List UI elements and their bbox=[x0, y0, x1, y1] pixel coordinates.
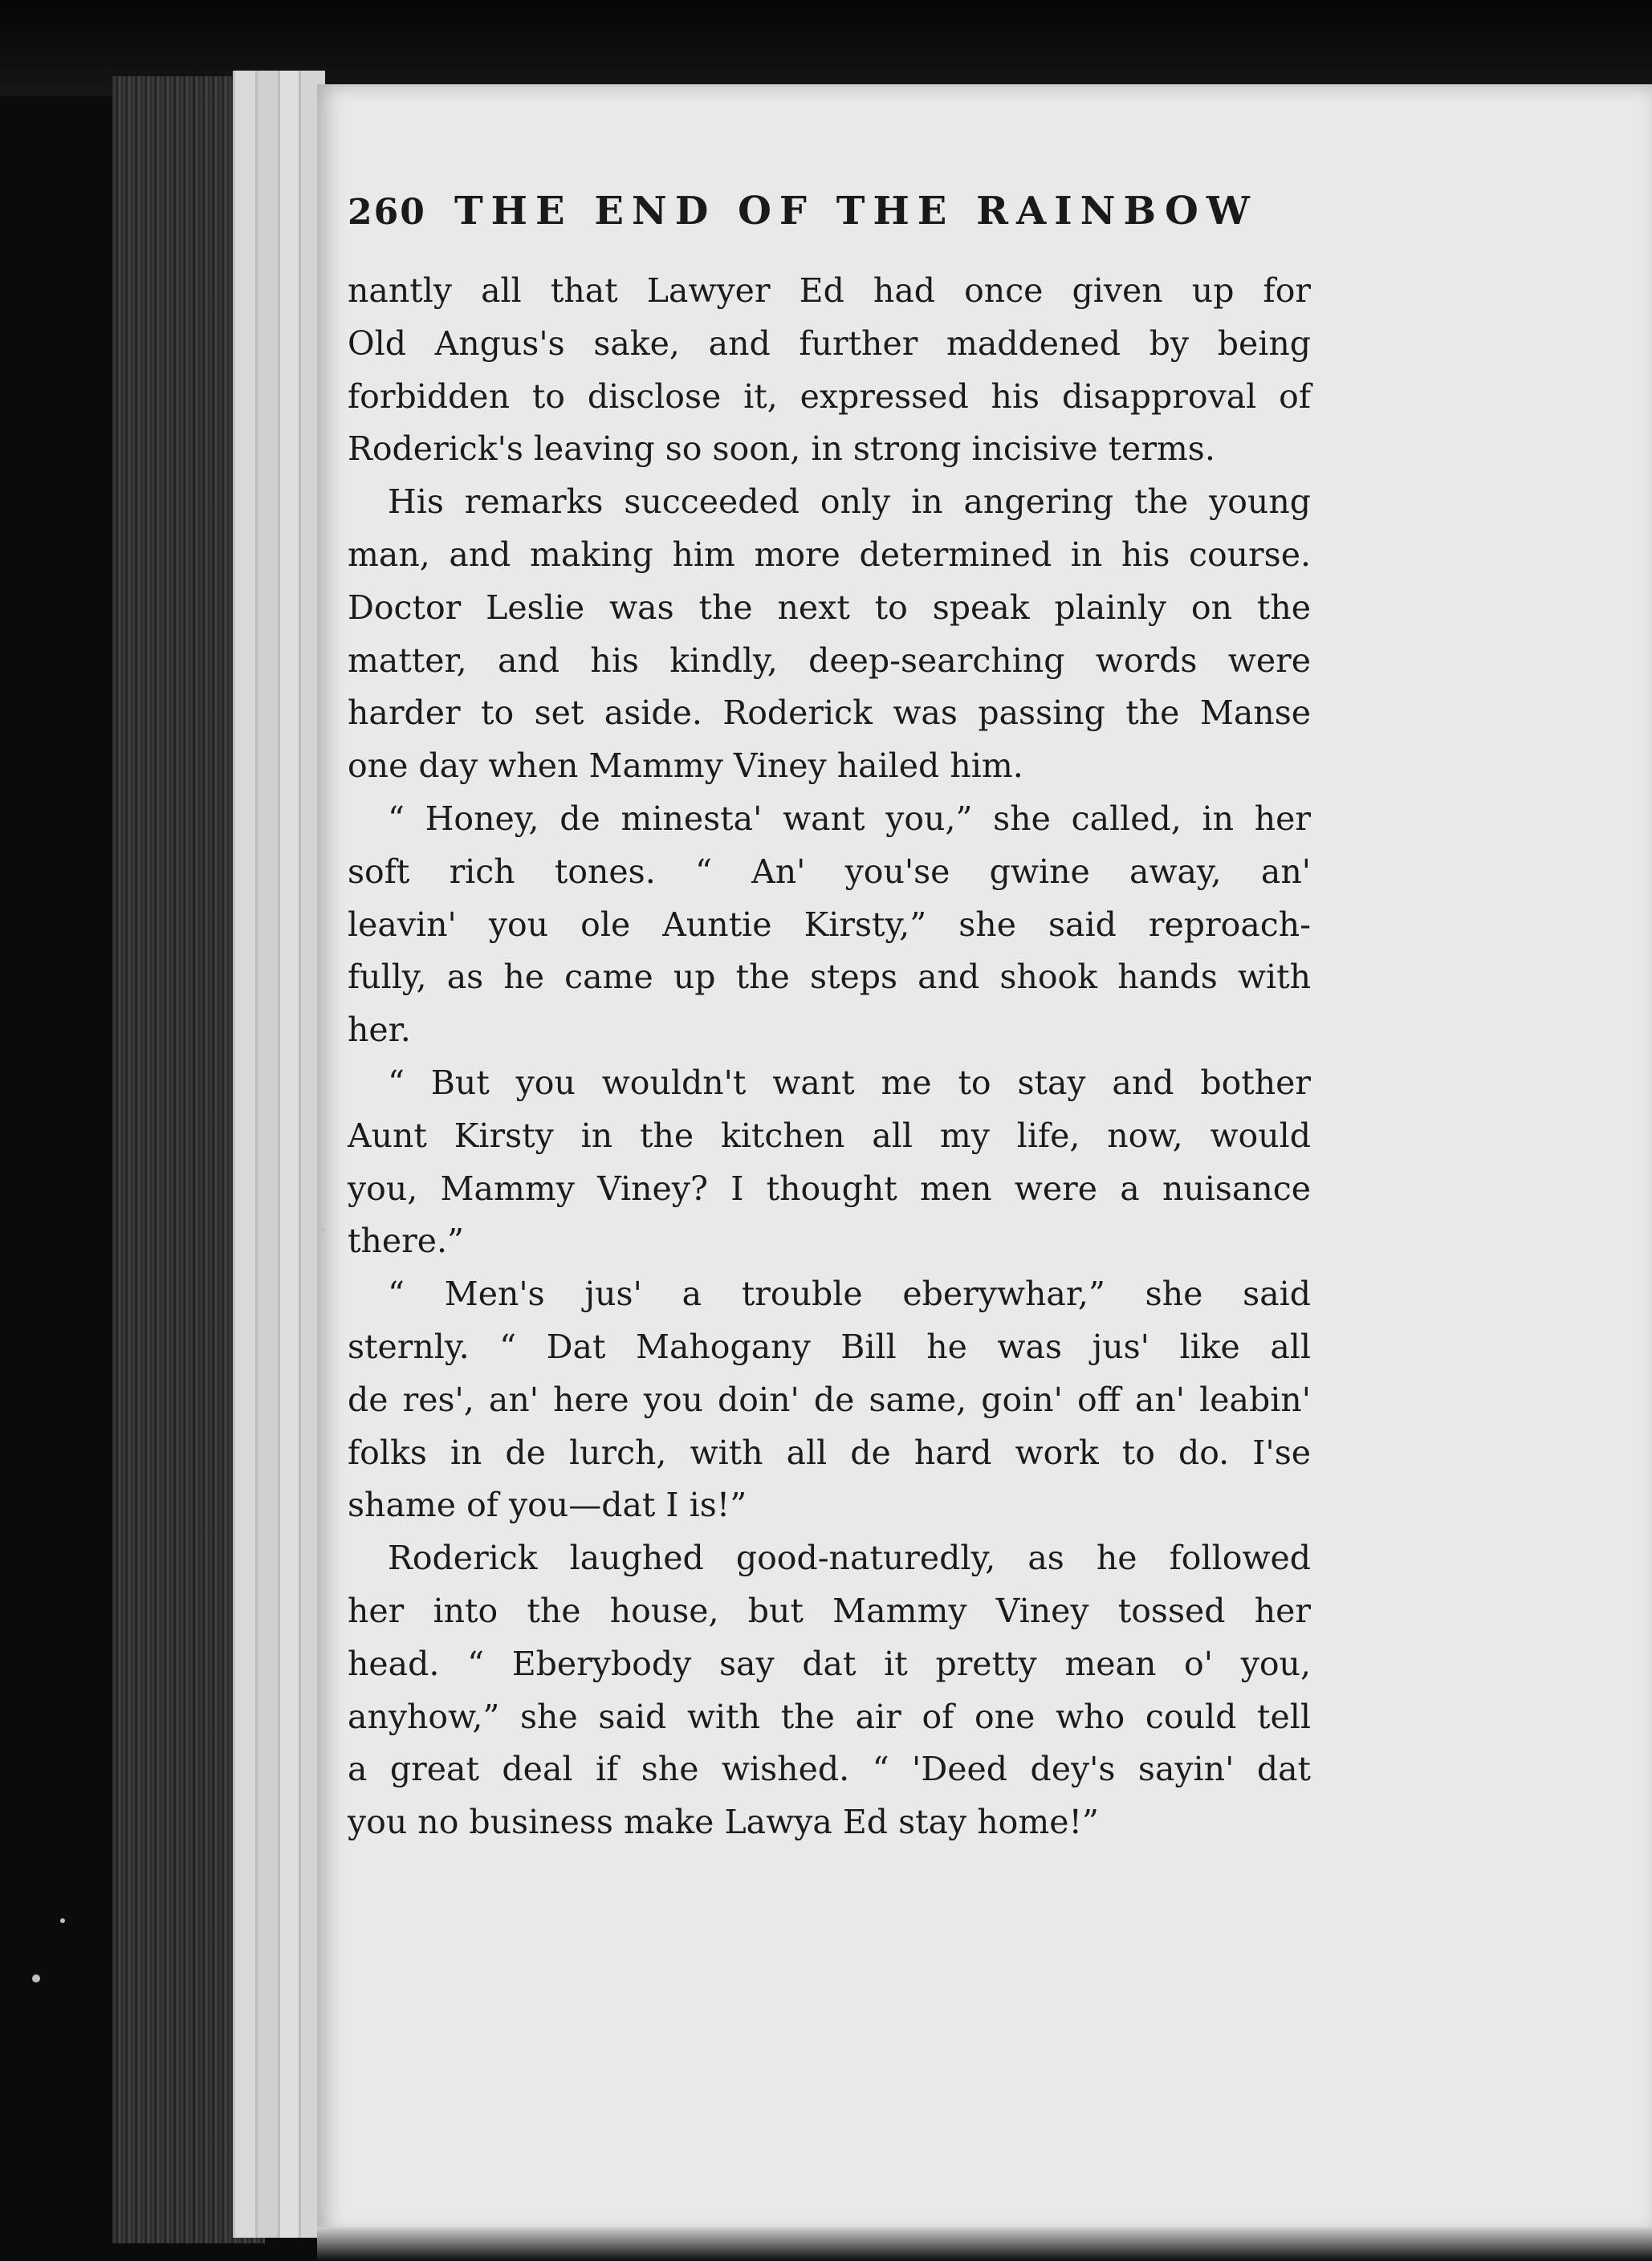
scan-speck bbox=[60, 1918, 65, 1923]
text-line: nantly all that Lawyer Ed had once given up for bbox=[348, 271, 1311, 310]
scan-speck bbox=[321, 1228, 325, 1232]
page-bottom-edge bbox=[317, 2227, 1652, 2261]
text-line: shame of you—dat I is!” bbox=[348, 1486, 747, 1525]
text-line: “ Men's jus' a trouble eberywhar,” she said bbox=[388, 1275, 1311, 1314]
text-line: her into the house, but Mammy Viney tossed her bbox=[348, 1591, 1311, 1630]
text-line: Old Angus's sake, and further maddened by being bbox=[348, 323, 1311, 363]
text-line: head. “ Eberybody say dat it pretty mean o' you, bbox=[348, 1644, 1311, 1683]
text-line: Roderick laughed good-naturedly, as he followed bbox=[388, 1539, 1311, 1578]
text-line: a great deal if she wished. “ 'Deed dey's sayin' dat bbox=[348, 1750, 1311, 1789]
running-title: THE END OF THE RAINBOW bbox=[454, 189, 1258, 234]
text-line: soft rich tones. “ An' you'se gwine away, an' bbox=[348, 852, 1311, 891]
text-line: there.” bbox=[348, 1222, 465, 1261]
text-line: His remarks succeeded only in angering the young bbox=[388, 482, 1311, 522]
text-line: her. bbox=[348, 1011, 411, 1050]
text-line: you no business make Lawya Ed stay home!” bbox=[348, 1803, 1099, 1842]
scan-speck bbox=[32, 1974, 40, 1982]
text-line: “ But you wouldn't want me to stay and bother bbox=[388, 1063, 1311, 1102]
text-line: Aunt Kirsty in the kitchen all my life, now, would bbox=[348, 1116, 1311, 1155]
text-line: fully, as he came up the steps and shook hands with bbox=[348, 958, 1311, 997]
text-line: leavin' you ole Auntie Kirsty,” she said reproach- bbox=[348, 905, 1311, 944]
page-header bbox=[348, 189, 1327, 234]
body-text bbox=[348, 265, 1311, 1849]
text-line: matter, and his kindly, deep-searching words were bbox=[348, 640, 1311, 680]
page-number: 260 bbox=[348, 192, 426, 233]
text-line: sternly. “ Dat Mahogany Bill he was jus' like all bbox=[348, 1327, 1311, 1366]
text-line: folks in de lurch, with all de hard work to do. I'se bbox=[348, 1433, 1311, 1472]
text-line: one day when Mammy Viney hailed him. bbox=[348, 746, 1023, 786]
text-line: forbidden to disclose it, expressed his disapproval of bbox=[348, 376, 1311, 416]
text-line: “ Honey, de minesta' want you,” she called, in her bbox=[388, 799, 1311, 838]
page-edge-stack bbox=[233, 71, 321, 2238]
text-line: harder to set aside. Roderick was passing the Manse bbox=[348, 693, 1311, 733]
text-line: Doctor Leslie was the next to speak plainly on the bbox=[348, 588, 1311, 627]
text-line: anyhow,” she said with the air of one who could tell bbox=[348, 1697, 1311, 1736]
text-line: Roderick's leaving so soon, in strong incisive terms. bbox=[348, 429, 1215, 469]
text-line: de res', an' here you doin' de same, goin' off an' leabin' bbox=[348, 1380, 1311, 1419]
text-line: you, Mammy Viney? I thought men were a nuisance bbox=[348, 1169, 1311, 1208]
text-line: man, and making him more determined in his course. bbox=[348, 535, 1311, 574]
